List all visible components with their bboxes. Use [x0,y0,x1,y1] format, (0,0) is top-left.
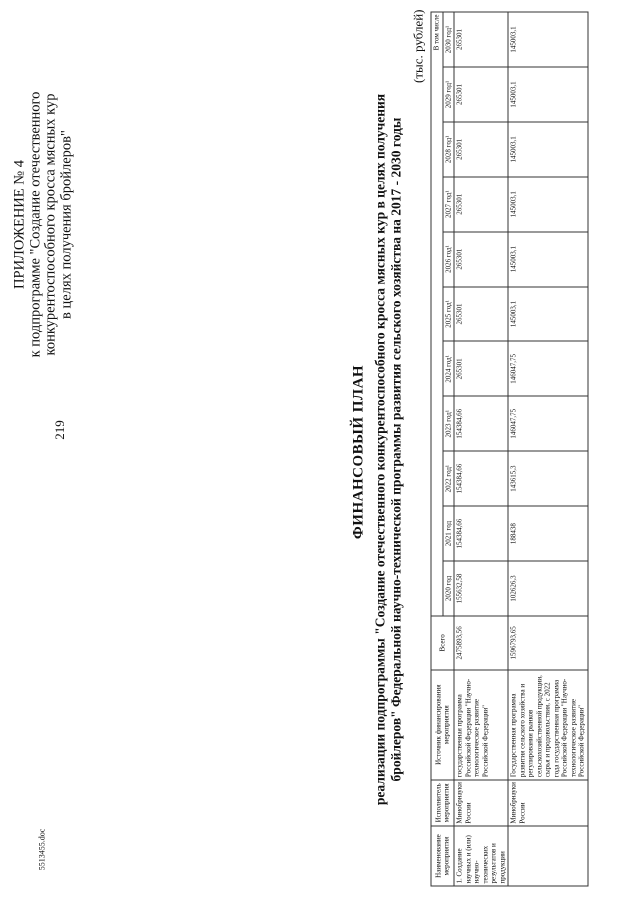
cell-value: 265301 [454,12,508,67]
cell-total: 1596793,65 [508,616,588,670]
header-year: 2023 год¹ [443,396,455,451]
header-source: Источник финансирования мероприятия [431,670,454,780]
cell-executor: Минобрнауки России [508,780,588,826]
cell-name [508,826,588,886]
cell-value: 145003,1 [508,122,588,177]
cell-value: 265301 [454,287,508,342]
cell-value: 145003,1 [508,12,588,67]
header-year: 2022 год¹ [443,451,455,506]
cell-value: 154384,66 [454,396,508,451]
table-row [508,12,588,886]
header-name: Наименование мероприятия [431,826,454,886]
cell-value: 145003,1 [508,232,588,287]
cell-value: 146047,75 [508,341,588,396]
header-executor: Исполнитель мероприятия [431,780,454,826]
appendix-number: ПРИЛОЖЕНИЕ № 4 [11,160,28,289]
header-year: 2027 год¹ [443,177,455,232]
header-year: 2024 год¹ [443,341,455,396]
appendix-line: в целях получения бройлеров" [58,130,74,319]
appendix-line: к подпрограмме "Создание отечественного [27,91,43,358]
page-number: 219 [52,420,67,440]
header-year: 2021 год [443,506,455,561]
header-including: В том числе [431,12,443,616]
cell-total: 2475893,56 [454,616,508,670]
cell-value: 145003,1 [508,67,588,122]
header-year: 2020 год [443,561,455,616]
cell-source: государственная программа Российской Федерации "Научно-технологическое развитие Российской Федерации" [454,670,508,780]
header-year: 2026 год¹ [443,232,455,287]
cell-value: 145003,1 [508,177,588,232]
cell-value: 265301 [454,341,508,396]
cell-value: 265301 [454,177,508,232]
cell-value: 102626,3 [508,561,588,616]
header-year: 2030 год¹ [443,12,455,67]
header-year: 2028 год¹ [443,122,455,177]
cell-source: Государственная программа развития сельского хозяйства и регулирования рынков сельскохозяйственной продукции, сырья и продовольствия, с 2022 года государственная программа Российской Федерации "Научно-технологическое развитие Российской Федерации" [508,670,588,780]
cell-value: 265301 [454,122,508,177]
document-title: ФИНАНСОВЫЙ ПЛАН [350,364,367,540]
table-header-row [431,12,443,886]
table-row [454,12,508,886]
cell-value: 154384,66 [454,451,508,506]
cell-value: 145003,1 [508,287,588,342]
file-reference: 5513455.doc [37,828,47,871]
header-total: Всего [431,616,454,670]
cell-value: 146047,75 [508,396,588,451]
cell-value: 188438 [508,506,588,561]
cell-value: 265301 [454,232,508,287]
header-year: 2025 год¹ [443,287,455,342]
appendix-line: конкурентоспособного кросса мясных кур [42,93,59,356]
cell-value: 265301 [454,67,508,122]
subtitle-line: бройлеров" Федеральной научно-технической программы развития сельского хозяйства на 2017 - 2030 годы [388,117,403,782]
header-year: 2029 год¹ [443,67,455,122]
document-subtitle [373,25,404,875]
cell-name: 1. Создание научных и (или) научно-технических результатов и продукции [454,826,508,886]
cell-value: 155632,58 [454,561,508,616]
document-page [1,0,640,905]
cell-value: 154384,66 [454,506,508,561]
financial-plan-table [431,12,589,887]
units-label: (тыс. рублей) [410,9,426,84]
cell-value: 143615,3 [508,451,588,506]
subtitle-line: реализации подпрограммы "Создание отечественного конкурентоспособного кросса мясных кур в целях получения [372,93,388,806]
appendix-header [13,35,75,415]
cell-executor: Минобрнауки России [454,780,508,826]
